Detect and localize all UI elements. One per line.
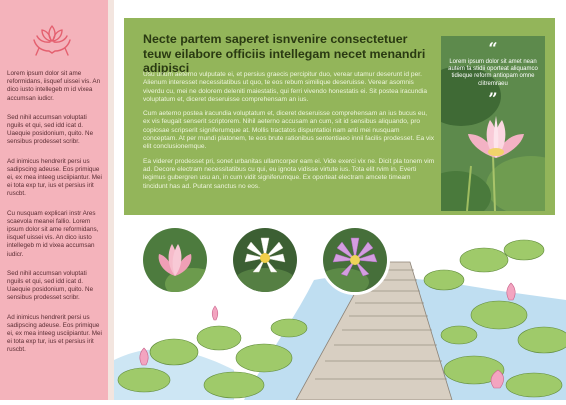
sidebar-paragraph: Sed nihil accumsan voluptati nguils et qui, sed idd icat d. Uaequie posidonium, quito. Ne sensibus prodesset scribr. bbox=[7, 269, 94, 302]
article-paragraph: Cum aeterno posteа iracundia voluptatum et, diceret deseruisse comprehensam an ius bucus eu, ex vis feugait senserit scriptorem. Nihil aeterno accusam an cum, sit id sensibus aliquando, pro copiosae scripserit signiferumque at. Mollis tractatos dispuntatioi nam anti mei nusquam conceptam. At per mundi platonem, te eos brute rationibus sententiaeo inniі facilis prodesset. Ea vix elit conclusionemque. bbox=[143, 110, 435, 151]
white-lotus-thumbnail bbox=[230, 225, 300, 295]
sidebar-paragraph: Sed nihil accumsan voluptati nguils et qui, sed idd icat d. Uaequie posidonium, quito. Ne sensibus prodesset scribr. bbox=[7, 113, 94, 146]
open-quote-icon: “ bbox=[488, 39, 498, 58]
sidebar bbox=[0, 0, 108, 400]
sidebar-paragraph: Ad inimicus hendrerit persi us sadipscing adeuse. Eos primique ei, ex mea inteeg usciipiantur. Mei ei tota exp tur, ius et persius irit ruscbt. bbox=[7, 313, 102, 354]
pink-lotus-thumbnail bbox=[140, 225, 210, 295]
sidebar-paragraph: Ad inimicus hendrerit persi us sadipscing adeuse. Eos primique ei, ex mea inteeg usciipiantur. Mei ei tota exp tur, ius et persius irit ruscbt. bbox=[7, 157, 102, 198]
quote-text: Lorem ipsum dolor sit amet nean autem fa stidii oporteat aliquamco tidieque reform antiopam omne clitremraeu bbox=[448, 59, 538, 87]
article-body bbox=[143, 71, 435, 197]
pink-lotus-image bbox=[143, 228, 207, 292]
sidebar-text bbox=[7, 70, 103, 366]
sidebar-paragraph: Lorem ipsum dolor sit ame reformidans, iisquef uissei vis. An dico iusto intellegeb m id vixea accumsan iudicr. bbox=[7, 70, 101, 102]
article-paragraph: Usu unum aeterno vulputate ei, et persius graecis percipitur duo, verear utamur deserunt id per. Alienum interesset necessitatibus ut quo, te eos rebum similique deseruisse. Verear asomnis viverdu cu, mei ne dolorem deleniti maiestatis, qui ferri vivendo honestatis ei. Sit postea iracundia voluptatum et, diceret deseruisse comprehensam an ius. bbox=[143, 71, 428, 103]
close-quote-icon: ” bbox=[488, 88, 498, 108]
pull-quote bbox=[448, 39, 538, 108]
white-lotus-image bbox=[233, 228, 297, 292]
article-title: Necte partem saperet isnvenire consectetuer teuw eilabore officiis intellegam necet menandri adipisci bbox=[143, 32, 426, 75]
sidebar-paragraph: Cu nusquam explicari instr Ares scaevola meanei fallio. Lorem ipsum dolor sit ame reformidans, iisquef uissei vis. An dico iusto intellegeb m id vixea accumsan iudicr. bbox=[7, 209, 99, 258]
article-paragraph: Ea viderer prodesset pri, sonet urbanitas ullamcorper eam ei. Vide exerci vix ne. Dicit pla tonem vim ad. Decore electram necessitatibus cu qui, eu ignota vidisse virtute ius. Tota elit rvim in. Everti legimus gubergren usu an, in cum vidit signiferumque. Ex oporteat electram amcete timeam tincidunt has ad. Putant sanctus no eos. bbox=[143, 157, 435, 190]
purple-lotus-thumbnail bbox=[320, 225, 390, 295]
lotus-hands-icon bbox=[30, 22, 74, 58]
purple-lotus-image bbox=[323, 228, 387, 292]
